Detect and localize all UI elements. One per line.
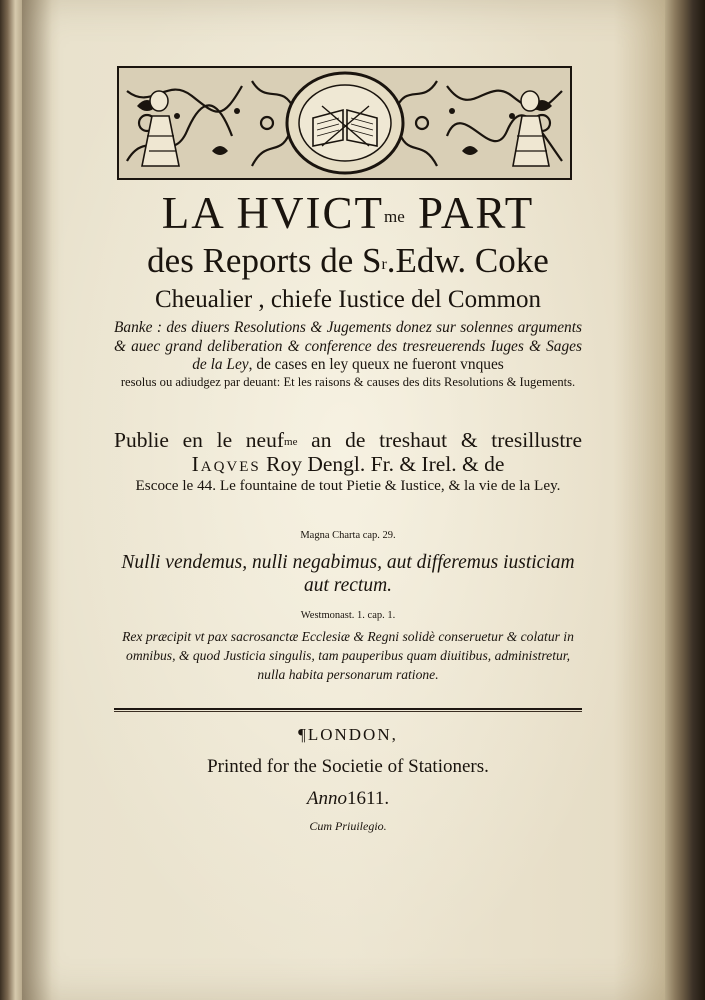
imprint-printer: Printed for the Societie of Stationers.: [207, 756, 489, 777]
open-book-medallion-icon: [287, 73, 403, 173]
divider-rule: [114, 711, 582, 712]
description-paragraph: Banke : des diuers Resolutions & Jugements donez sur solennes arguments & auec grand deliberation & conference des tresreuerends Iuges & Sages de la Ley, de cases en ley queux ne fueront vnques resolus ou adiudgez par deuant: Et les raisons & causes des dits Resolutions & Iugements.: [114, 319, 582, 389]
title-line-1: LA $HVICT^{me}$ PART: [161, 188, 535, 238]
westmonast-reference: Westmonast. 1. cap. 1.: [300, 610, 396, 621]
imprint-city: ¶LONDON,: [298, 725, 398, 744]
book-binding-left: [0, 0, 22, 1000]
title-page: [22, 0, 665, 1000]
magna-charta-reference: Magna Charta cap. 29.: [300, 530, 396, 541]
woodcut-ornament: [117, 66, 572, 180]
westmonast-quote: Rex præcipit vt pax sacrosanctæ Ecclesiæ & Regni solidè conseruetur & colatur in omnibus, & quod Justicia singulis, tam pauperibus quam diuitibus, administretur, nulla habita personarum ratione.: [122, 629, 574, 682]
divider-rule: [114, 708, 582, 710]
imprint-year: Anno1611.: [306, 788, 390, 809]
book-binding-right: [665, 0, 705, 1000]
publication-paragraph: Publie en le neuf$^{me}$ an de treshaut & tresillustre Iaqves Roy Dengl. Fr. & Irel. & de Escoce le 44. Le fountaine de tout Pietie & Iustice, & la vie de la Ley.: [114, 428, 583, 494]
imprint-privilege: Cum Priuilegio.: [309, 819, 387, 833]
title-line-3: Cheualier , chiefe Iustice del Common: [155, 286, 541, 313]
title-line-2: des Reports de $S^r.Edw$. Coke: [147, 241, 549, 280]
magna-charta-quote: Nulli vendemus, nulli negabimus, aut differemus iusticiam aut rectum.: [121, 552, 575, 596]
